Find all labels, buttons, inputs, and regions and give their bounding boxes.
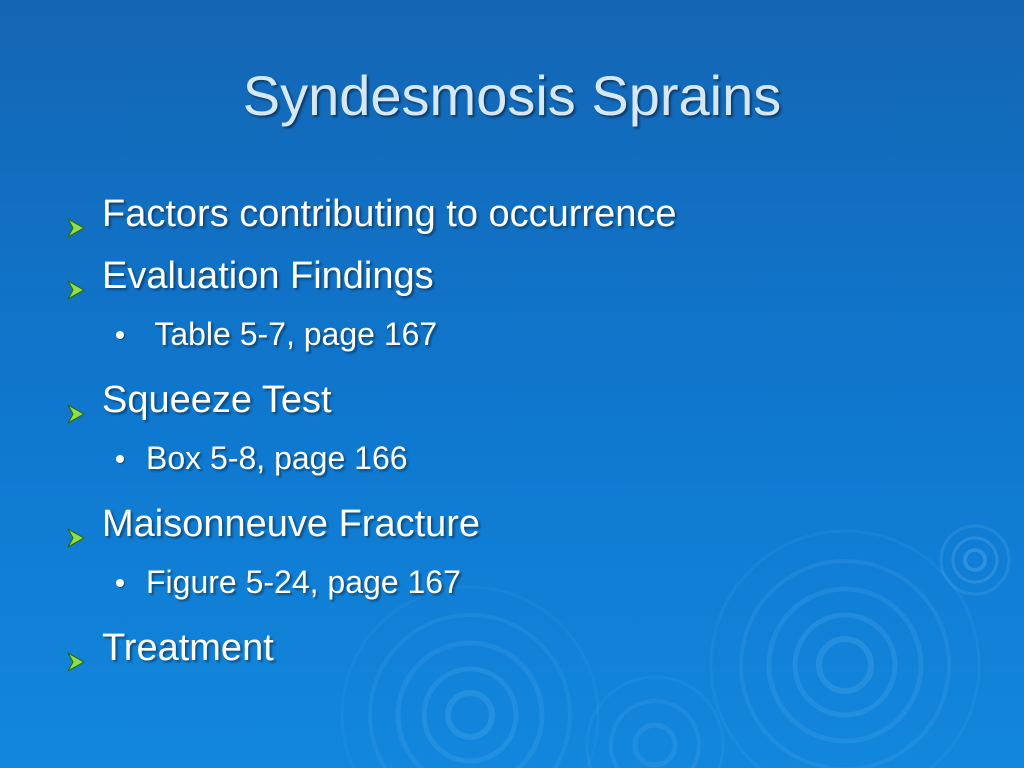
bullet-text: Treatment (102, 627, 274, 669)
arrowhead-bullet-icon (64, 638, 88, 662)
round-dot-bullet-icon (116, 331, 124, 339)
sub-bullet-item (62, 562, 962, 624)
bullet-item (62, 500, 962, 562)
bullet-item (62, 190, 962, 252)
sub-bullet-item (62, 438, 962, 500)
bullet-item (62, 252, 962, 314)
bullet-text: Squeeze Test (102, 379, 332, 421)
bullet-text: Box 5-8, page 166 (146, 440, 408, 476)
bullet-text: Evaluation Findings (102, 255, 434, 297)
arrowhead-bullet-icon (64, 514, 88, 538)
bullet-item (62, 624, 962, 686)
bullet-text: Table 5-7, page 167 (146, 316, 438, 352)
bullet-item (62, 376, 962, 438)
slide-title: Syndesmosis Sprains (242, 64, 782, 127)
round-dot-bullet-icon (116, 455, 124, 463)
arrowhead-bullet-icon (64, 204, 88, 228)
bullet-text: Factors contributing to occurrence (102, 193, 677, 235)
arrowhead-bullet-icon (64, 266, 88, 290)
arrowhead-bullet-icon (64, 390, 88, 414)
sub-bullet-item (62, 314, 962, 376)
round-dot-bullet-icon (116, 579, 124, 587)
bullet-list (62, 190, 962, 686)
bullet-text: Maisonneuve Fracture (102, 503, 481, 545)
bullet-text: Figure 5-24, page 167 (146, 564, 461, 600)
